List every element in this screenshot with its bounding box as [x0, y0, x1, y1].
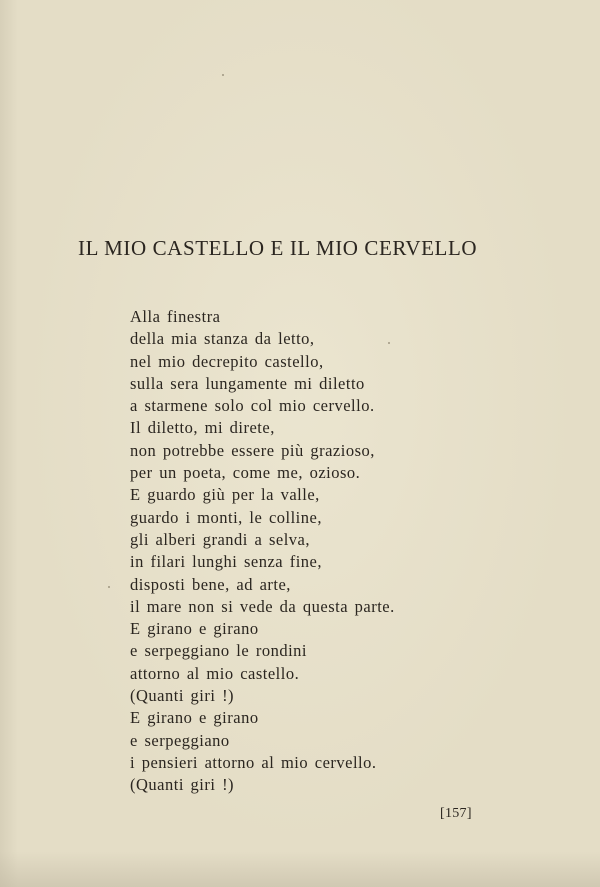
poem-line: E guardo giù per la valle, — [130, 485, 320, 505]
poem-line: della mia stanza da letto, — [130, 329, 315, 349]
poem-line: in filari lunghi senza fine, — [130, 552, 322, 572]
page-number: [157] — [440, 806, 472, 821]
paper-speck — [222, 74, 224, 76]
poem-line: attorno al mio castello. — [130, 663, 300, 683]
poem-line: Il diletto, mi direte, — [130, 418, 275, 438]
poem-line: sulla sera lungamente mi diletto — [130, 373, 365, 393]
poem-line: il mare non si vede da questa parte. — [130, 596, 395, 616]
poem-line: non potrebbe essere più grazioso, — [130, 440, 375, 460]
poem-line: E girano e girano — [130, 619, 259, 639]
poem-line: per un poeta, come me, ozioso. — [130, 463, 361, 483]
poem-line: (Quanti giri !) — [130, 686, 235, 706]
poem-line: gli alberi grandi a selva, — [130, 529, 310, 549]
paper-speck — [388, 342, 390, 344]
poem-line: E girano e girano — [130, 708, 259, 728]
paper-speck — [108, 586, 110, 588]
poem-line: guardo i monti, le colline, — [130, 507, 322, 527]
poem-line: a starmene solo col mio cervello. — [130, 396, 375, 416]
poem-line: e serpeggiano le rondini — [130, 641, 307, 661]
poem-title: IL MIO CASTELLO E IL MIO CERVELLO — [78, 236, 478, 260]
poem-line: (Quanti giri !) — [130, 775, 235, 795]
poem-body — [130, 306, 490, 797]
poem-line: e serpeggiano — [130, 730, 230, 750]
poem-line: disposti bene, ad arte, — [130, 574, 291, 594]
poem-line: nel mio decrepito castello, — [130, 351, 324, 371]
poem-line: i pensieri attorno al mio cervello. — [130, 752, 377, 772]
poem-line: Alla finestra — [130, 307, 221, 326]
